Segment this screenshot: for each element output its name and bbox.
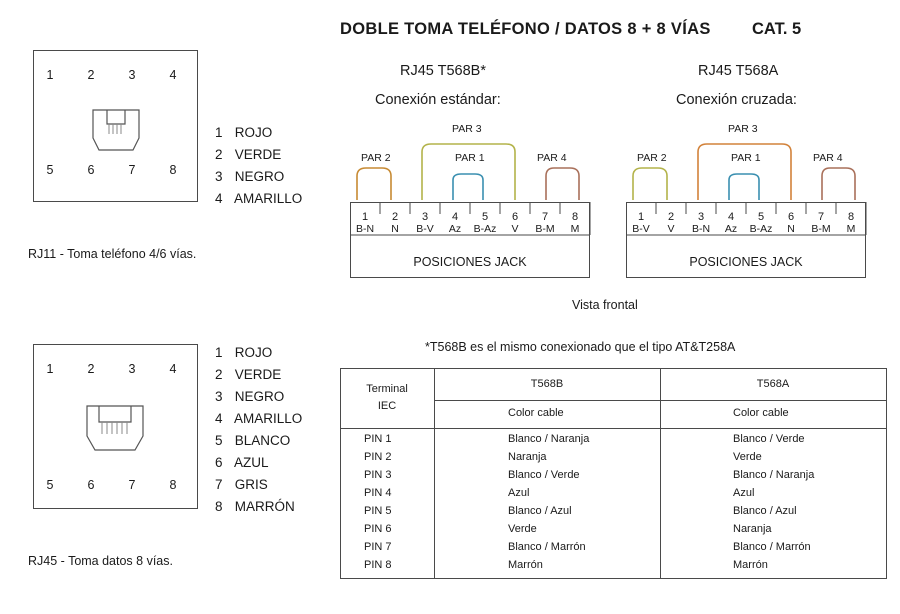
- legend-color-name: ROJO: [234, 345, 273, 360]
- table-row-a: Blanco / Azul: [733, 505, 797, 517]
- legend-color-name: MARRÓN: [234, 499, 295, 514]
- legend-color-name: NEGRO: [234, 389, 285, 404]
- legend-color-name: AMARILLO: [234, 191, 303, 206]
- table-row-a: Naranja: [733, 523, 772, 535]
- rj11-pin-top-1: 1: [46, 68, 54, 82]
- table-border-right: [886, 368, 887, 579]
- t568b-connection-label: Conexión estándar:: [375, 92, 501, 108]
- table-subheader-t568b: Color cable: [508, 407, 564, 419]
- legend-item: [215, 386, 302, 408]
- pin-code: B-V: [416, 223, 434, 235]
- t568a-pair4-label: PAR 4: [813, 152, 843, 164]
- rj11-pin-top-4: 4: [169, 68, 177, 82]
- pin-number: 7: [817, 211, 825, 223]
- table-row-a: Blanco / Naranja: [733, 469, 815, 481]
- t568a-connection-label: Conexión cruzada:: [676, 92, 797, 108]
- legend-item: [215, 166, 302, 188]
- table-header-terminal-line2: IEC: [377, 400, 397, 412]
- table-row-b: Azul: [508, 487, 530, 499]
- table-header-t568a: T568A: [756, 378, 790, 390]
- table-border-header: [340, 428, 886, 429]
- t568b-pair3-label: PAR 3: [452, 123, 482, 135]
- page-title: DOBLE TOMA TELÉFONO / DATOS 8 + 8 VÍAS: [340, 20, 711, 38]
- legend-color-name: NEGRO: [234, 169, 285, 184]
- table-row-a: Blanco / Marrón: [733, 541, 811, 553]
- pin-number: 1: [637, 211, 645, 223]
- rj45-pin-bottom-6: 6: [87, 478, 95, 492]
- pin-code: M: [846, 223, 856, 235]
- t568a-pair2-label: PAR 2: [637, 152, 667, 164]
- rj45-connector-icon: [83, 404, 147, 452]
- table-row-pin: PIN 6: [364, 523, 392, 535]
- legend-color-name: GRIS: [234, 477, 268, 492]
- legend-index: 4: [215, 191, 223, 206]
- table-row-pin: PIN 3: [364, 469, 392, 481]
- t568b-pin-2: [382, 211, 408, 235]
- t568a-pin-1: [628, 211, 654, 235]
- table-header-terminal-line1: Terminal: [366, 383, 408, 395]
- rj45-pin-top-1: 1: [46, 362, 54, 376]
- rj11-caption: RJ11 - Toma teléfono 4/6 vías.: [28, 247, 197, 261]
- table-subheader-t568a: Color cable: [733, 407, 789, 419]
- legend-index: 2: [215, 367, 223, 382]
- pin-code: B-Az: [749, 223, 773, 235]
- legend-index: 7: [215, 477, 223, 492]
- pin-code: V: [667, 223, 675, 235]
- legend-item: [215, 122, 302, 144]
- t568a-pair1-label: PAR 1: [731, 152, 761, 164]
- rj11-pin-bottom-6: 6: [87, 163, 95, 177]
- t568b-pin-3: [412, 211, 438, 235]
- pin-number: 1: [361, 211, 369, 223]
- legend-index: 5: [215, 433, 223, 448]
- rj45-pin-bottom-8: 8: [169, 478, 177, 492]
- table-border-bottom: [340, 578, 886, 579]
- legend-item: [215, 496, 302, 518]
- legend-item: [215, 188, 302, 210]
- table-border-col2: [660, 368, 661, 579]
- rj11-legend: [215, 122, 302, 210]
- pin-number: 4: [727, 211, 735, 223]
- legend-index: 1: [215, 125, 223, 140]
- pin-number: 5: [757, 211, 765, 223]
- pin-number: 8: [847, 211, 855, 223]
- table-row-a: Verde: [733, 451, 762, 463]
- rj45-pin-top-3: 3: [128, 362, 136, 376]
- table-row-b: Naranja: [508, 451, 547, 463]
- pin-code: N: [391, 223, 399, 235]
- legend-item: [215, 144, 302, 166]
- t568b-pair4-label: PAR 4: [537, 152, 567, 164]
- legend-item: [215, 474, 302, 496]
- legend-item: [215, 408, 302, 430]
- pin-number: 3: [697, 211, 705, 223]
- table-row-pin: PIN 2: [364, 451, 392, 463]
- legend-color-name: BLANCO: [234, 433, 291, 448]
- t568a-pin-3: [688, 211, 714, 235]
- t568b-pin-1: [352, 211, 378, 235]
- pin-code: B-V: [632, 223, 650, 235]
- table-row-b: Blanco / Verde: [508, 469, 580, 481]
- rj45-pin-bottom-7: 7: [128, 478, 136, 492]
- pin-number: 2: [667, 211, 675, 223]
- table-row-b: Verde: [508, 523, 537, 535]
- pin-code: M: [570, 223, 580, 235]
- t568a-pin-5: [748, 211, 774, 235]
- legend-index: 1: [215, 345, 223, 360]
- legend-index: 3: [215, 169, 223, 184]
- table-row-b: Blanco / Marrón: [508, 541, 586, 553]
- legend-color-name: AMARILLO: [234, 411, 303, 426]
- pin-number: 2: [391, 211, 399, 223]
- t568b-standard-label: RJ45 T568B*: [400, 63, 486, 79]
- t568a-positions-label: POSICIONES JACK: [689, 255, 803, 269]
- pin-code: B-N: [355, 223, 375, 235]
- legend-index: 4: [215, 411, 223, 426]
- pin-code: B-M: [535, 223, 555, 235]
- t568b-pin-5: [472, 211, 498, 235]
- table-row-b: Blanco / Azul: [508, 505, 572, 517]
- table-row-a: Blanco / Verde: [733, 433, 805, 445]
- t568b-pin-6: [502, 211, 528, 235]
- t568a-pin-6: [778, 211, 804, 235]
- rj45-pin-top-4: 4: [169, 362, 177, 376]
- pin-code: B-M: [811, 223, 831, 235]
- legend-color-name: VERDE: [234, 147, 282, 162]
- rj11-pin-top-3: 3: [128, 68, 136, 82]
- pin-code: B-N: [691, 223, 711, 235]
- legend-item: [215, 430, 302, 452]
- t568a-pin-8: [838, 211, 864, 235]
- legend-index: 2: [215, 147, 223, 162]
- table-row-pin: PIN 7: [364, 541, 392, 553]
- t568b-pair2-label: PAR 2: [361, 152, 391, 164]
- footnote: *T568B es el mismo conexionado que el tipo AT&T258A: [425, 340, 736, 354]
- legend-index: 8: [215, 499, 223, 514]
- table-border-col1: [434, 368, 435, 579]
- t568b-pin-4: [442, 211, 468, 235]
- pin-number: 3: [421, 211, 429, 223]
- pin-number: 5: [481, 211, 489, 223]
- t568b-pair1-label: PAR 1: [455, 152, 485, 164]
- table-header-t568b: T568B: [530, 378, 564, 390]
- rj45-pin-bottom-5: 5: [46, 478, 54, 492]
- pin-number: 4: [451, 211, 459, 223]
- t568a-pair-arcs: [616, 130, 876, 205]
- pin-number: 6: [511, 211, 519, 223]
- pin-code: Az: [448, 223, 462, 235]
- t568a-pair3-label: PAR 3: [728, 123, 758, 135]
- table-row-pin: PIN 4: [364, 487, 392, 499]
- rj11-pin-top-2: 2: [87, 68, 95, 82]
- pin-code: Az: [724, 223, 738, 235]
- t568a-standard-label: RJ45 T568A: [698, 63, 779, 79]
- legend-color-name: AZUL: [234, 455, 269, 470]
- pin-code: B-Az: [473, 223, 497, 235]
- legend-index: 3: [215, 389, 223, 404]
- table-border-top: [340, 368, 886, 369]
- rj45-pin-top-2: 2: [87, 362, 95, 376]
- rj45-legend: [215, 342, 302, 518]
- pin-number: 8: [571, 211, 579, 223]
- legend-item: [215, 364, 302, 386]
- table-row-a: Azul: [733, 487, 755, 499]
- table-row-b: Blanco / Naranja: [508, 433, 590, 445]
- table-row-pin: PIN 5: [364, 505, 392, 517]
- pin-code: V: [511, 223, 519, 235]
- rj11-connector-icon: [89, 108, 143, 152]
- t568b-pin-8: [562, 211, 588, 235]
- table-row-b: Marrón: [508, 559, 543, 571]
- pin-code: N: [787, 223, 795, 235]
- t568a-pin-2: [658, 211, 684, 235]
- legend-color-name: ROJO: [234, 125, 273, 140]
- rj45-caption: RJ45 - Toma datos 8 vías.: [28, 554, 173, 568]
- front-view-label: Vista frontal: [572, 298, 638, 312]
- rj11-pin-bottom-8: 8: [169, 163, 177, 177]
- pin-number: 6: [787, 211, 795, 223]
- t568b-pair-arcs: [340, 130, 600, 205]
- table-row-a: Marrón: [733, 559, 768, 571]
- t568a-pin-7: [808, 211, 834, 235]
- legend-item: [215, 342, 302, 364]
- table-row-pin: PIN 8: [364, 559, 392, 571]
- t568a-pin-4: [718, 211, 744, 235]
- t568b-pin-7: [532, 211, 558, 235]
- legend-item: [215, 452, 302, 474]
- legend-color-name: VERDE: [234, 367, 282, 382]
- category-label: CAT. 5: [752, 20, 802, 38]
- pin-number: 7: [541, 211, 549, 223]
- rj11-pin-bottom-7: 7: [128, 163, 136, 177]
- t568b-positions-label: POSICIONES JACK: [413, 255, 527, 269]
- table-row-pin: PIN 1: [364, 433, 392, 445]
- legend-index: 6: [215, 455, 223, 470]
- rj11-pin-bottom-5: 5: [46, 163, 54, 177]
